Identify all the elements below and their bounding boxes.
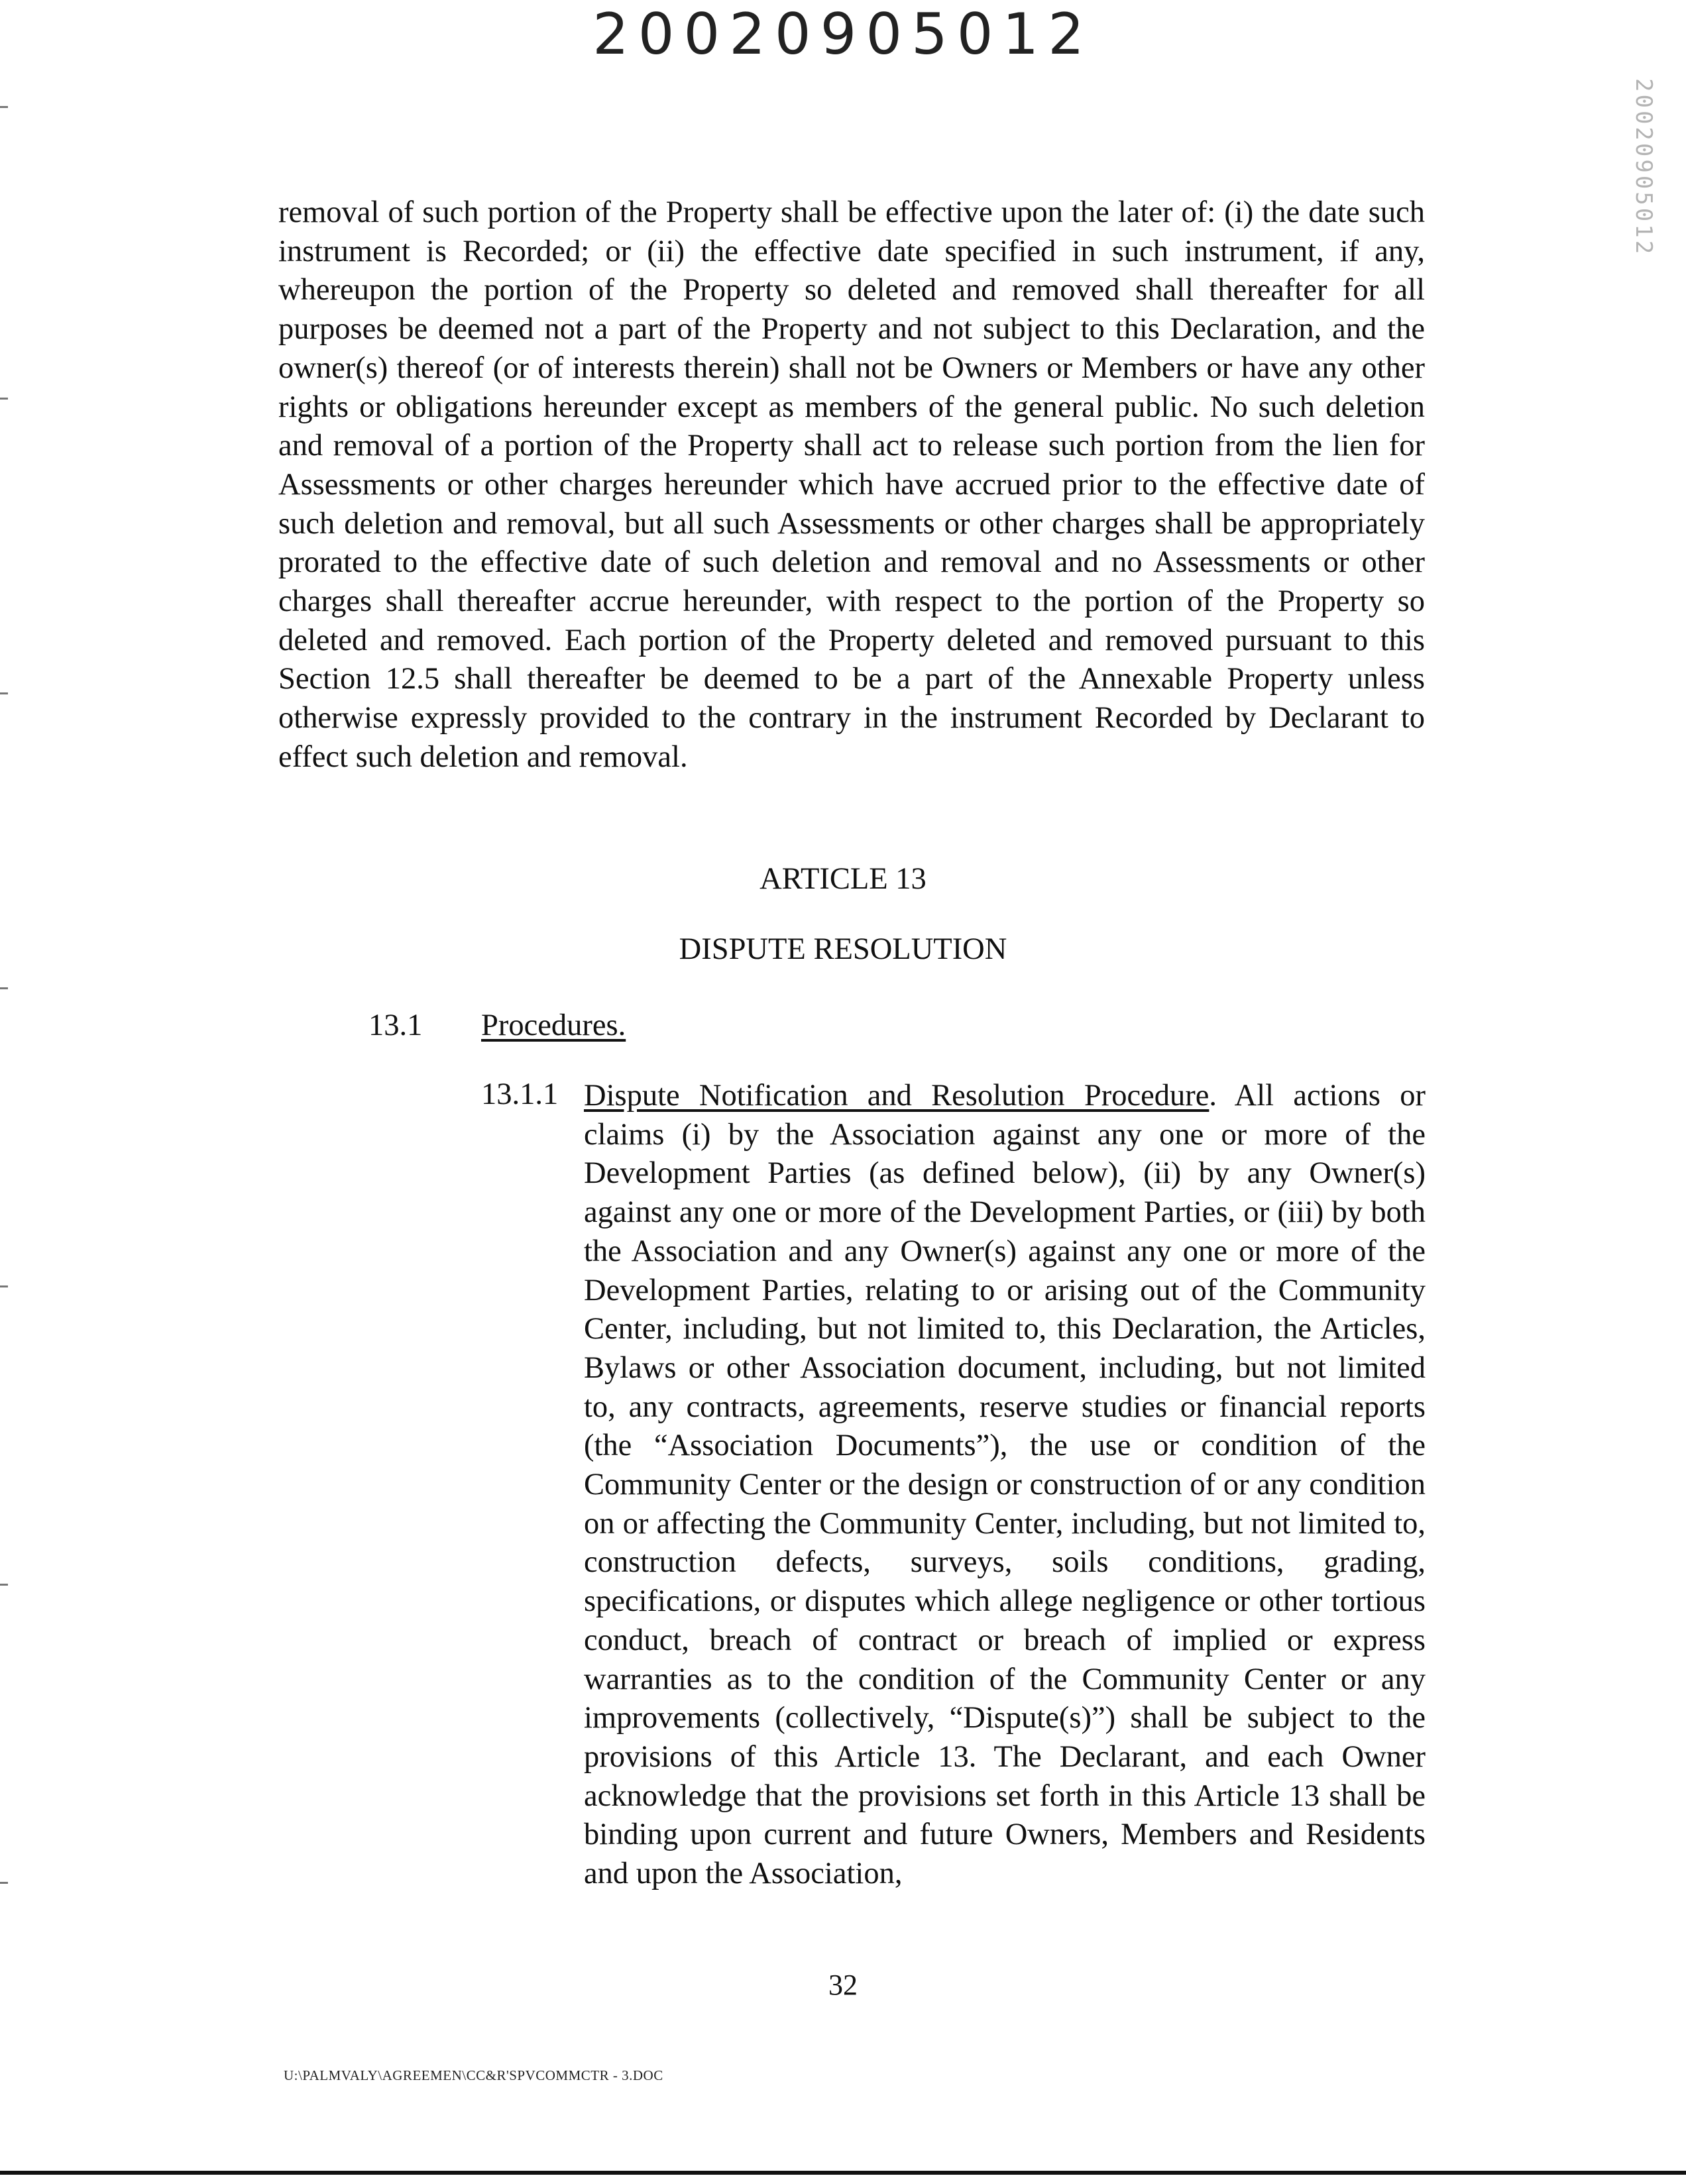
subsection-text <box>584 1077 1426 1894</box>
subsection-body: . All actions or claims (i) by the Association against any one or more of the Development Parties (as defined below), (ii) by any Owner(s) against any one or more of the Development Parties, or (iii) by both the Association and any Owner(s) against any one or more of the Development Parties, relating to or arising out of the Community Center, including, but not limited to, this Declaration, the Articles, Bylaws or other Association document, including, but not limited to, any contracts, agreements, reserve studies or financial reports (the “Association Documents”), the use or condition of the Community Center or the design or construction of or any condition on or affecting the Community Center, including, but not limited to, construction defects, surveys, soils conditions, grading, specifications, or disputes which allege negligence or other tortious conduct, breach of contract or breach of implied or express warranties as to the condition of the Community Center or any improvements (collectively, “Dispute(s)”) shall be subject to the provisions of this Article 13. The Declarant, and each Owner acknowledge that the provisions set forth in this Article 13 shall be binding upon current and future Owners, Members and Residents and upon the Association, <box>584 1079 1426 1891</box>
document-number: 20020905012 <box>592 1 1094 68</box>
margin-stamp: 20020905012 <box>1630 78 1657 257</box>
section-title: Procedures. <box>481 1009 626 1042</box>
scan-tick-mark <box>0 398 8 400</box>
scan-tick-mark <box>0 106 8 108</box>
section-number: 13.1 <box>368 1009 423 1042</box>
scan-tick-mark <box>0 1584 8 1586</box>
bottom-divider <box>0 2171 1686 2175</box>
article-title: DISPUTE RESOLUTION <box>679 932 1007 966</box>
scan-tick-mark <box>0 1285 8 1287</box>
scan-tick-mark <box>0 987 8 989</box>
page-number: 32 <box>828 1969 858 2001</box>
subsection-title: Dispute Notification and Resolution Procedure <box>584 1079 1209 1113</box>
article-heading: ARTICLE 13 <box>759 862 927 896</box>
scan-tick-mark <box>0 1882 8 1884</box>
scan-tick-mark <box>0 692 8 694</box>
footer-file-path: U:\PALMVALY\AGREEMEN\CC&R'SPVCOMMCTR - 3.DOC <box>284 2067 663 2083</box>
intro-paragraph: removal of such portion of the Property shall be effective upon the later of: (i) the date such instrument is Recorded; or (ii) the effective date specified in such instrument, if any, whereupon the portion of the Property so deleted and removed shall thereafter for all purposes be deemed not a part of the Property and not subject to this Declaration, and the owner(s) thereof (or of interests therein) shall not be Owners or Members or have any other rights or obligations hereunder except as members of the general public. No such deletion and removal of a portion of the Property shall act to release such portion from the lien for Assessments or other charges hereunder which have accrued prior to the effective date of such deletion and removal, but all such Assessments or other charges shall be appropriately prorated to the effective date of such deletion and removal and no Assessments or other charges shall thereafter accrue hereunder, with respect to the portion of the Property so deleted and removed. Each portion of the Property deleted and removed pursuant to this Section 12.5 shall thereafter be deemed to be a part of the Annexable Property unless otherwise expressly provided to the contrary in the instrument Recorded by Declarant to effect such deletion and removal. <box>278 195 1425 774</box>
subsection-number: 13.1.1 <box>481 1077 559 1111</box>
